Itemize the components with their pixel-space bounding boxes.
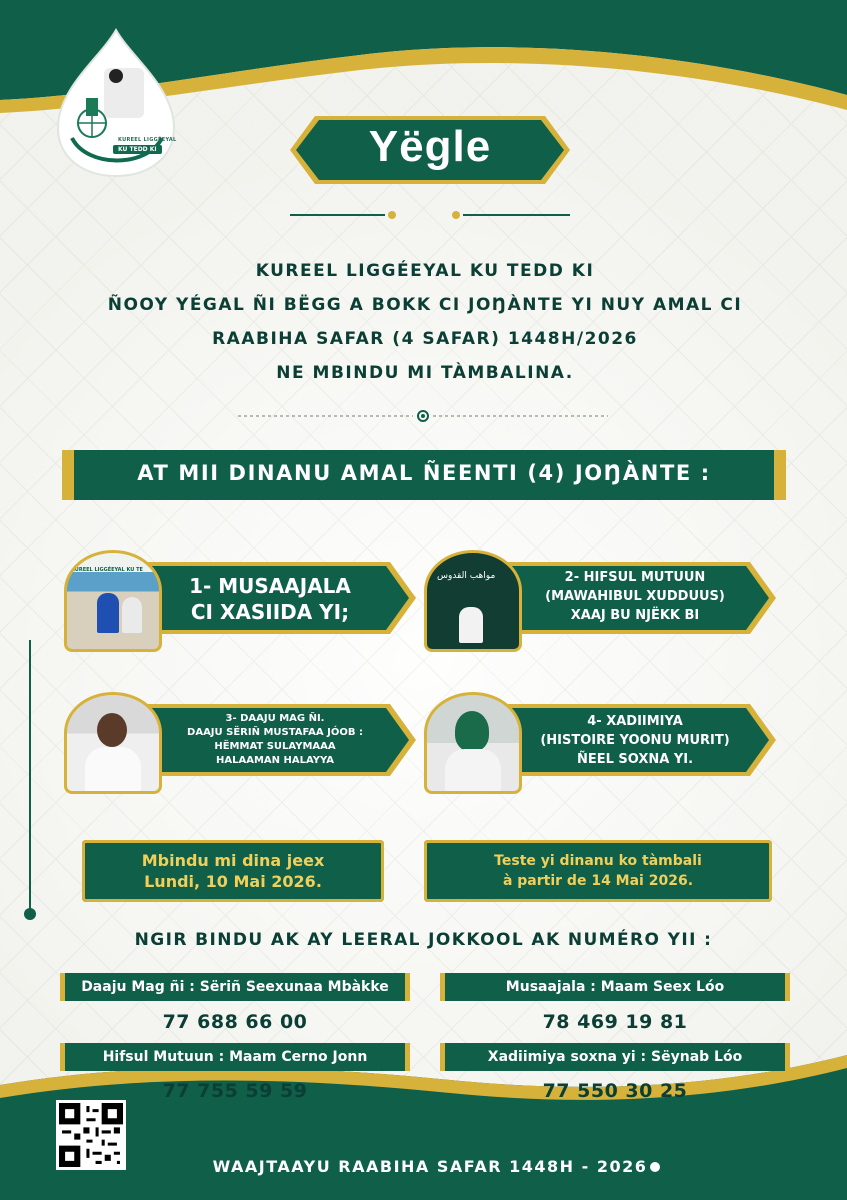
title-decoration xyxy=(290,206,570,224)
person-head xyxy=(455,711,489,751)
notice-line: Teste yi dinanu ko tàmbali xyxy=(494,853,702,869)
contact-heading: NGIR BINDU AK AY LEERAL JOKKOOL AK NUMÉRO YII : xyxy=(134,930,713,950)
card-line: (MAWAHIBUL XUDDUUS) xyxy=(545,589,725,604)
contact-number-daaju[interactable]: 77 688 66 00 xyxy=(162,1011,308,1033)
card-line: 1- MUSAAJALA xyxy=(189,574,351,598)
intro-line: KUREEL LIGGÉEYAL KU TEDD KI xyxy=(255,261,595,281)
contact-number-hifsul[interactable]: 77 755 59 59 xyxy=(162,1080,308,1102)
notice-registration-end xyxy=(82,840,384,902)
intro-text xyxy=(60,254,790,390)
card-photo xyxy=(424,692,522,794)
contact-number-xadiimiya[interactable]: 77 550 30 25 xyxy=(542,1080,688,1102)
card-line: HALAAMAN HALAYYA xyxy=(215,755,335,766)
notice-line: Lundi, 10 Mai 2026. xyxy=(144,872,322,891)
logo-text-top: KUREEL LIGGÉEYAL xyxy=(118,137,177,143)
card-line: (HISTOIRE YOONU MURIT) xyxy=(540,733,730,748)
card-line: 4- XADIIMIYA xyxy=(587,714,683,729)
intro-line: ÑOOY YÉGAL ÑI BËGG A BOKK CI JOŊÀNTE YI NUY AMAL CI xyxy=(107,295,743,315)
notice-tests-start xyxy=(424,840,772,902)
card-line: DAAJU SËRIÑ MUSTAFAA JÓOB : xyxy=(187,727,363,738)
card-text xyxy=(170,573,370,625)
section-title: AT MII DINANU AMAL ÑEENTI (4) JOŊÀNTE : xyxy=(137,461,711,485)
dotted-divider xyxy=(238,406,608,426)
card-line: XAAJ BU NJËKK BI xyxy=(570,608,700,623)
card-line: CI XASIIDA YI; xyxy=(190,600,350,624)
card-photo xyxy=(64,692,162,794)
side-decoration-line xyxy=(29,640,31,910)
side-decoration-dot xyxy=(24,908,36,920)
notice-text xyxy=(82,850,384,892)
footer-text: WAAJTAAYU RAABIHA SAFAR 1448H - 2026 xyxy=(212,1157,648,1176)
program-card-4 xyxy=(420,690,780,790)
person-head xyxy=(97,713,127,747)
photo-caption: KUREEL LIGGÉEYAL KU TE xyxy=(71,567,143,573)
card-photo xyxy=(64,550,162,652)
card-text xyxy=(165,712,385,768)
program-card-3 xyxy=(60,690,420,790)
person-figure xyxy=(445,749,501,791)
contact-label-hifsul: Hifsul Mutuun : Maam Cerno Jonn xyxy=(60,1043,410,1071)
card-line: 2- HIFSUL MUTUUN xyxy=(564,570,706,585)
card-text xyxy=(525,568,745,625)
card-line: ÑEEL SOXNA YI. xyxy=(576,752,694,767)
notice-text xyxy=(424,851,772,891)
page-title: Yëgle xyxy=(368,122,492,171)
qr-code-icon xyxy=(59,1103,123,1167)
intro-line: NE MBINDU MI TÀMBALINA. xyxy=(276,363,574,383)
notice-line: Mbindu mi dina jeex xyxy=(141,851,325,870)
card-text xyxy=(525,712,745,769)
contact-label-xadiimiya: Xadiimiya soxna yi : Sëynab Lóo xyxy=(440,1043,790,1071)
person-figure xyxy=(122,597,142,633)
card-photo xyxy=(424,550,522,652)
footer-dot xyxy=(650,1162,660,1172)
qr-code[interactable] xyxy=(56,1100,126,1170)
contact-label-musaajala: Musaajala : Maam Seex Lóo xyxy=(440,973,790,1001)
person-figure xyxy=(459,607,483,643)
program-card-1 xyxy=(60,548,420,648)
logo-badge: KU TEDD KI xyxy=(113,145,162,154)
intro-line: RAABIHA SAFAR (4 SAFAR) 1448H/2026 xyxy=(212,329,638,349)
contact-number-musaajala[interactable]: 78 469 19 81 xyxy=(542,1011,688,1033)
notice-line: à partir de 14 Mai 2026. xyxy=(502,873,694,889)
card-line: 3- DAAJU MAG ÑI. xyxy=(225,713,325,724)
person-figure xyxy=(97,593,119,633)
logo-emblem xyxy=(52,28,180,178)
contact-label-daaju: Daaju Mag ñi : Sëriñ Seexunaa Mbàkke xyxy=(60,973,410,1001)
person-figure xyxy=(85,747,141,791)
card-line: HËMMAT SULAYMAAA xyxy=(214,741,336,752)
program-card-2 xyxy=(420,548,780,648)
photo-caption: مواهب القدوس xyxy=(437,571,496,581)
